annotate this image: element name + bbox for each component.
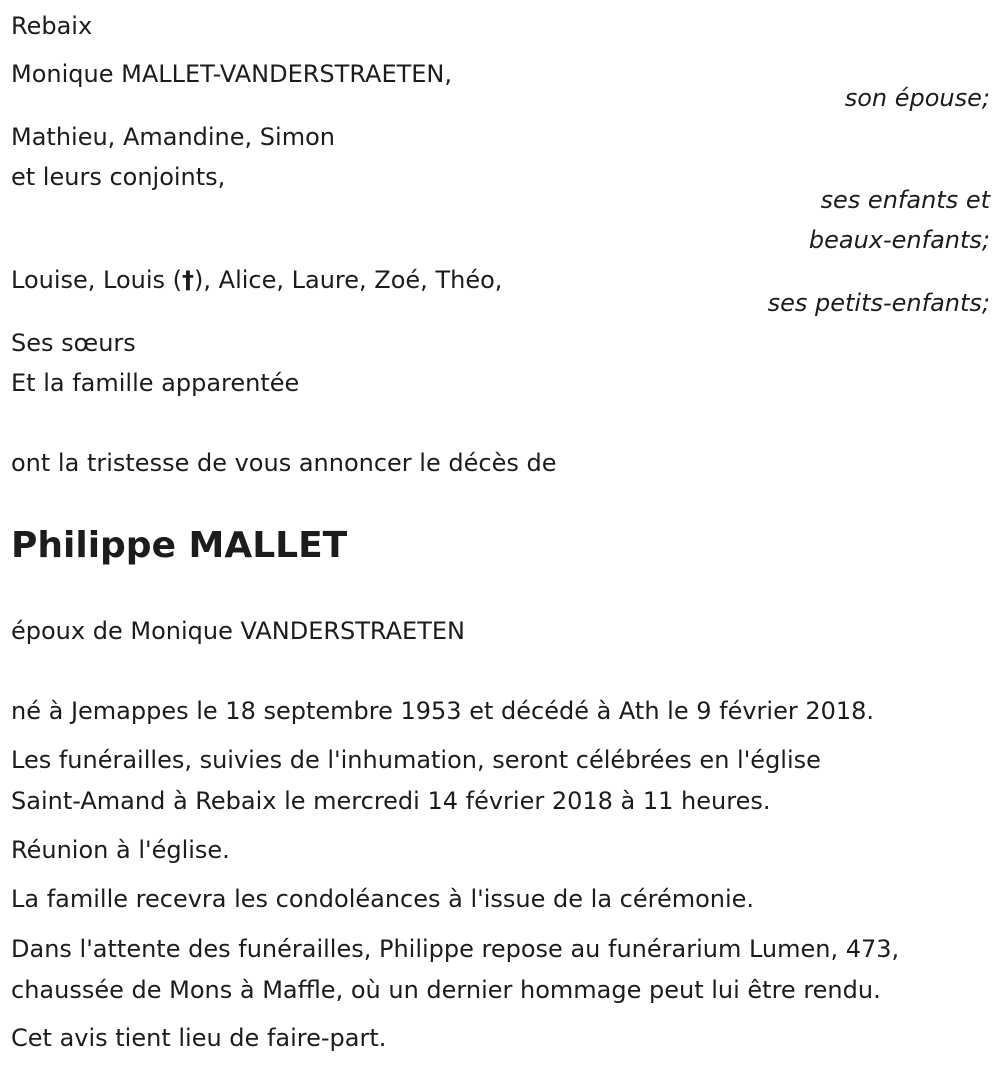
grandchildren-names-part2: ), Alice, Laure, Zoé, Théo, bbox=[194, 266, 503, 294]
sisters: Ses sœurs bbox=[11, 329, 136, 357]
visitation-line-1: Dans l'attente des funérailles, Philippe repose au funérarium Lumen, 473, bbox=[11, 935, 900, 963]
deceased-name: Philippe MALLET bbox=[11, 525, 348, 566]
grandchildren-names-part1: Louise, Louis ( bbox=[11, 266, 183, 294]
reunion: Réunion à l'église. bbox=[11, 836, 230, 864]
location: Rebaix bbox=[11, 12, 93, 40]
relation-children-in-law: beaux-enfants; bbox=[808, 226, 990, 254]
cross-icon: † bbox=[182, 266, 195, 294]
condolences: La famille recevra les condoléances à l'issue de la cérémonie. bbox=[11, 885, 755, 913]
children-names: Mathieu, Amandine, Simon bbox=[11, 123, 335, 151]
spouse-line: époux de Monique VANDERSTRAETEN bbox=[11, 617, 465, 645]
visitation-line-2: chaussée de Mons à Maffle, où un dernier hommage peut lui être rendu. bbox=[11, 976, 881, 1004]
children-partners: et leurs conjoints, bbox=[11, 163, 226, 191]
funeral-line-2: Saint-Amand à Rebaix le mercredi 14 février 2018 à 11 heures. bbox=[11, 787, 771, 815]
spouse-name: Monique MALLET-VANDERSTRAETEN, bbox=[11, 60, 453, 88]
announcement: ont la tristesse de vous annoncer le décès de bbox=[11, 449, 557, 477]
closing: Cet avis tient lieu de faire-part. bbox=[11, 1024, 387, 1052]
relation-children: ses enfants et bbox=[820, 186, 990, 214]
relation-grandchildren: ses petits-enfants; bbox=[767, 289, 990, 317]
funeral-line-1: Les funérailles, suivies de l'inhumation, seront célébrées en l'église bbox=[11, 746, 821, 774]
grandchildren-names bbox=[11, 265, 502, 295]
extended-family: Et la famille apparentée bbox=[11, 369, 300, 397]
relation-spouse: son épouse; bbox=[844, 84, 990, 112]
birth-death: né à Jemappes le 18 septembre 1953 et décédé à Ath le 9 février 2018. bbox=[11, 697, 875, 725]
